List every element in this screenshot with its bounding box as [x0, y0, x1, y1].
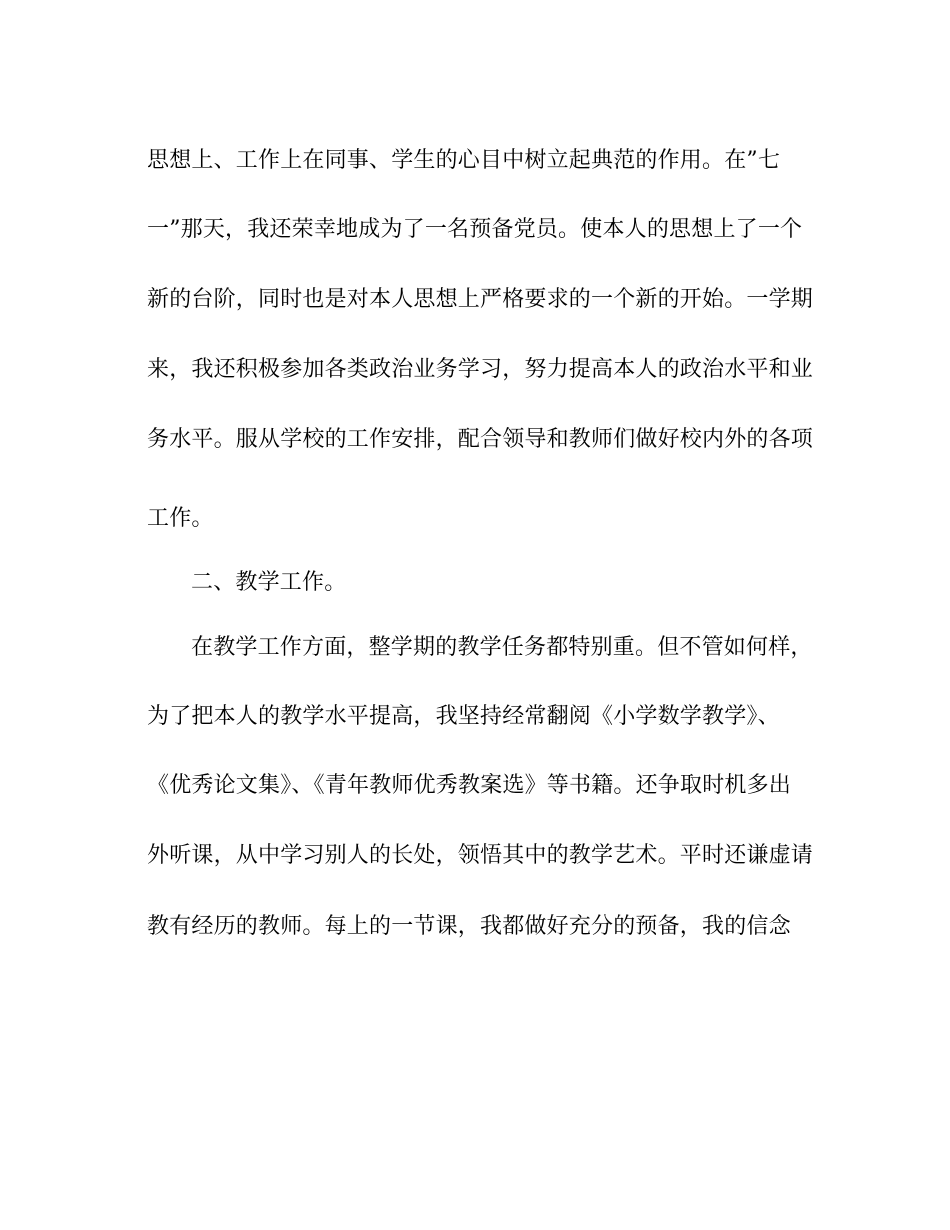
text-line: 来，我还积极参加各类政治业务学习，努力提高本人的政治水平和业: [147, 357, 814, 382]
text-line: 外听课，从中学习别人的长处，领悟其中的教学艺术。平时还谦虚请: [147, 843, 814, 868]
section-heading: 二、教学工作。: [191, 570, 347, 595]
text-line: 务水平。服从学校的工作安排，配合领导和教师们做好校内外的各项: [147, 427, 814, 452]
text-line: 为了把本人的教学水平提高，我坚持经常翻阅《小学数学教学》、: [147, 704, 780, 729]
text-line: 教有经历的教师。每上的一节课，我都做好充分的预备，我的信念: [147, 914, 791, 939]
text-line: 工作。: [147, 506, 214, 531]
text-line: 新的台阶，同时也是对本人思想上严格要求的一个新的开始。一学期: [147, 287, 814, 312]
text-line: 在教学工作方面，整学期的教学任务都特别重。但不管如何样，: [191, 635, 813, 660]
text-line: 一”那天，我还荣幸地成为了一名预备党员。使本人的思想上了一个: [147, 217, 803, 242]
text-line: 思想上、工作上在同事、学生的心目中树立起典范的作用。在”七: [147, 148, 781, 173]
text-line: 《优秀论文集》、《青年教师优秀教案选》等书籍。还争取时机多出: [147, 773, 792, 798]
